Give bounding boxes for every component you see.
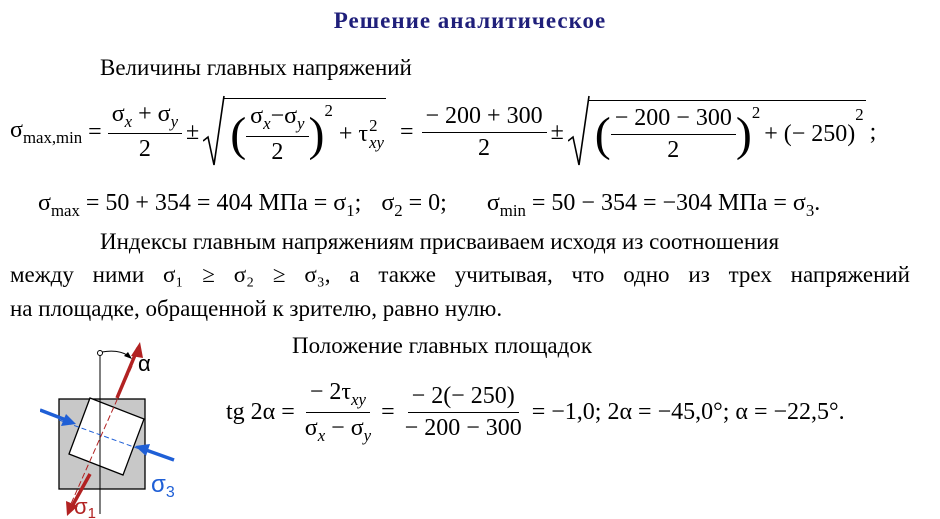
- radical-sign-icon: [203, 95, 225, 169]
- sigma3-arrow-right: [146, 450, 174, 460]
- f2-lhs: tg 2α =: [226, 398, 295, 425]
- f2-result: = −1,0; 2α = −45,0°; α = −22,5°.: [531, 398, 845, 425]
- principal-planes-diagram: [40, 338, 190, 518]
- f1-lhs: $\sigma_{max,min}$: [10, 116, 83, 147]
- f1-eq2: =: [399, 118, 414, 145]
- principal-stress-formula: [10, 92, 876, 172]
- f2-value-fraction: $\frac{- 2(- 250)}{- 200 - 300}$: [404, 382, 522, 441]
- f1-eq: =: [88, 118, 102, 145]
- page-title: Решение аналитическое: [333, 8, 607, 33]
- paragraph-line-3: на площадке, обращенной к зрителю, равно нулю.: [10, 296, 503, 321]
- paragraph-line-2: между ними σ₁ ≥ σ₂ ≥ σ₃, а также учитывая, что одно из трех напряжений: [10, 262, 910, 287]
- principal-stress-results: $\sigma_{max} = 50 + 354 = 404$ МПа = $\sigma_1$; $\sigma_2 = 0$; $\sigma_{min} = 50 - 354 = -304$ МПа = $\sigma_3$.: [38, 190, 821, 220]
- f1-mean-fraction: $\frac{\sigma_x + \sigma_y}{2}$: [108, 101, 182, 164]
- f1-pm: ±: [186, 118, 200, 145]
- f1-value-radical: ( $\frac{- 200 - 300}{2}$ ) $^2$ + (− 250) $^2$: [568, 95, 866, 169]
- alpha-arrow-icon: [124, 352, 132, 359]
- paragraph-line-1: Индексы главным напряжениям присваиваем исходя из соотношения: [100, 229, 780, 254]
- f1-radical: ( $\frac{\sigma_x-\sigma_y}{2}$ ) $^2$ + τ 2 xy: [203, 95, 386, 169]
- f2-symbolic-fraction: $\frac{- 2\tau_{xy}}{\sigma_x - \sigma_y}$: [304, 378, 372, 445]
- principal-stresses-heading: Величины главных напряжений: [100, 55, 412, 80]
- sigma1-label: σ1: [74, 494, 96, 518]
- axis-origin-dot: [98, 351, 103, 356]
- radical-sign-icon: [568, 95, 590, 169]
- sigma3-label: $\sigma_3$: [151, 471, 175, 501]
- f1-end: ;: [869, 118, 877, 145]
- f1-mean-value-fraction: $\frac{- 200 + 300}{2}$: [422, 103, 547, 162]
- principal-planes-heading: Положение главных площадок: [292, 333, 592, 358]
- f2-eq: =: [381, 398, 395, 425]
- alpha-label: α: [138, 351, 151, 376]
- f1-pm2: ±: [550, 118, 564, 145]
- angle-formula: [226, 372, 845, 452]
